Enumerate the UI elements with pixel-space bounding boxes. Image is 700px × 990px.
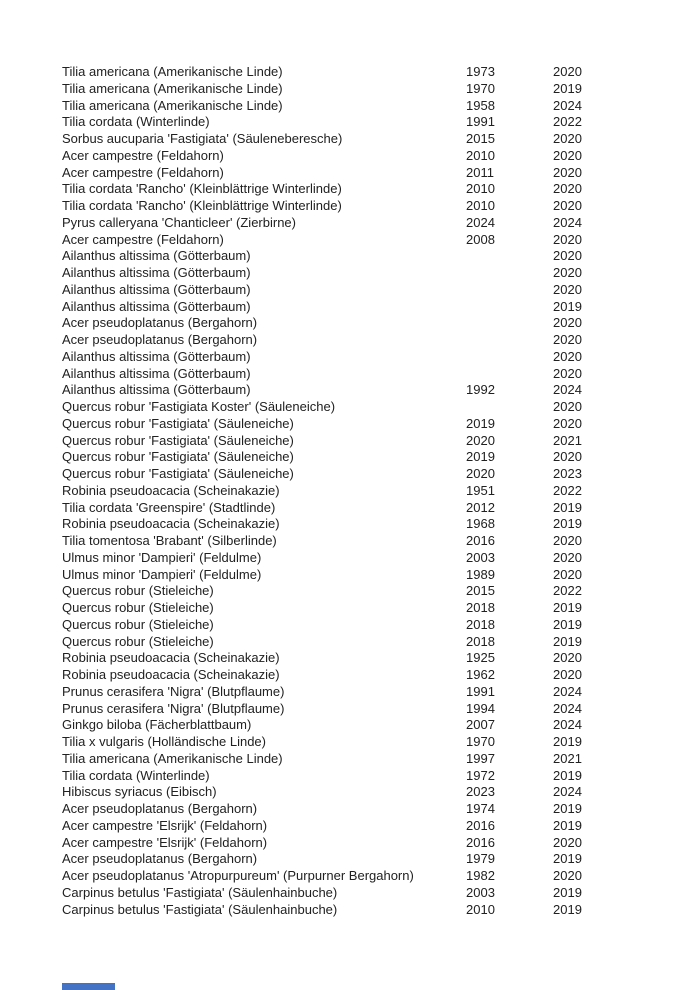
year-first xyxy=(466,366,553,383)
year-first: 2019 xyxy=(466,449,495,465)
species-name: Tilia cordata 'Rancho' (Kleinblättrige Winterlinde) xyxy=(62,181,342,197)
species-name: Prunus cerasifera 'Nigra' (Blutpflaume) xyxy=(62,700,285,716)
species-name: Acer campestre (Feldahorn) xyxy=(62,164,224,180)
table-row xyxy=(62,433,652,450)
year-second: 2020 xyxy=(553,248,582,264)
table-row xyxy=(62,516,652,533)
species-name: Sorbus aucuparia 'Fastigiata' (Säuleneberesche) xyxy=(62,131,343,146)
table-row xyxy=(62,165,652,182)
species-name: Acer pseudoplatanus (Bergahorn) xyxy=(62,851,258,867)
year-second: 2019 xyxy=(553,616,582,632)
species-name: Acer pseudoplatanus (Bergahorn) xyxy=(62,315,258,331)
species-name: Tilia x vulgaris (Holländische Linde) xyxy=(62,734,266,749)
species-name: Robinia pseudoacacia (Scheinakazie) xyxy=(62,482,280,498)
table-row xyxy=(62,583,652,600)
year-first: 2016 xyxy=(466,834,495,850)
year-second: 2019 xyxy=(553,600,582,615)
year-first: 1973 xyxy=(466,64,495,79)
table-row xyxy=(62,416,652,433)
year-first: 2011 xyxy=(466,164,494,180)
species-name: Ailanthus altissima (Götterbaum) xyxy=(62,348,251,364)
species-name: Acer campestre 'Elsrijk' (Feldahorn) xyxy=(62,817,268,833)
table-row xyxy=(62,902,652,919)
tree-list xyxy=(62,64,652,918)
year-second: 2020 xyxy=(553,265,582,280)
year-second: 2020 xyxy=(553,131,582,146)
table-row xyxy=(62,600,652,617)
table-row xyxy=(62,215,652,232)
table-row xyxy=(62,64,652,81)
table-row xyxy=(62,399,652,416)
year-first: 2015 xyxy=(466,131,495,146)
year-second: 2022 xyxy=(553,114,582,130)
table-row xyxy=(62,717,652,734)
species-name: Prunus cerasifera 'Nigra' (Blutpflaume) xyxy=(62,683,285,699)
year-second: 2020 xyxy=(553,365,582,381)
table-row xyxy=(62,533,652,550)
table-row xyxy=(62,567,652,584)
species-name: Robinia pseudoacacia (Scheinakazie) xyxy=(62,650,280,666)
species-name: Tilia cordata 'Rancho' (Kleinblättrige Winterlinde) xyxy=(62,198,342,213)
table-row xyxy=(62,801,652,818)
year-first: 2003 xyxy=(466,884,495,900)
year-second: 2019 xyxy=(553,901,582,917)
year-second: 2020 xyxy=(553,348,582,364)
year-second: 2019 xyxy=(553,767,582,783)
species-name: Ailanthus altissima (Götterbaum) xyxy=(62,298,251,314)
year-first: 1925 xyxy=(466,650,495,666)
year-first: 2010 xyxy=(466,198,495,213)
year-second: 2021 xyxy=(553,750,582,766)
year-second: 2023 xyxy=(553,466,582,481)
year-first: 2010 xyxy=(466,181,495,197)
year-first: 2019 xyxy=(466,415,495,431)
year-second: 2020 xyxy=(553,64,582,79)
year-second: 2020 xyxy=(553,399,582,414)
year-second: 2022 xyxy=(553,482,582,498)
year-first: 1970 xyxy=(466,734,495,749)
table-row xyxy=(62,248,652,265)
table-row xyxy=(62,500,652,517)
table-row xyxy=(62,818,652,835)
year-second: 2024 xyxy=(553,214,582,230)
year-second: 2020 xyxy=(553,147,582,163)
table-row xyxy=(62,483,652,500)
table-row xyxy=(62,466,652,483)
table-row xyxy=(62,634,652,651)
table-row xyxy=(62,131,652,148)
year-first: 1968 xyxy=(466,516,495,532)
year-second: 2024 xyxy=(553,700,582,716)
year-first: 2003 xyxy=(466,549,495,565)
year-first: 1991 xyxy=(466,683,495,699)
species-name: Robinia pseudoacacia (Scheinakazie) xyxy=(62,516,280,532)
year-first: 1989 xyxy=(466,566,495,582)
species-name: Quercus robur 'Fastigiata' (Säuleneiche) xyxy=(62,432,294,448)
year-second: 2020 xyxy=(553,164,582,180)
year-first: 2015 xyxy=(466,583,495,599)
year-second: 2024 xyxy=(553,683,582,699)
table-row xyxy=(62,332,652,349)
table-row xyxy=(62,299,652,316)
table-row xyxy=(62,684,652,701)
table-row xyxy=(62,148,652,165)
species-name: Ailanthus altissima (Götterbaum) xyxy=(62,265,251,280)
year-first: 2016 xyxy=(466,533,495,548)
year-second: 2020 xyxy=(553,415,582,431)
year-first: 2010 xyxy=(466,901,495,917)
species-name: Ulmus minor 'Dampieri' (Feldulme) xyxy=(62,549,262,565)
table-row xyxy=(62,181,652,198)
year-first: 2018 xyxy=(466,600,495,615)
species-name: Hibiscus syriacus (Eibisch) xyxy=(62,784,217,800)
year-first xyxy=(466,299,553,316)
species-name: Acer pseudoplatanus (Bergahorn) xyxy=(62,332,258,347)
year-second: 2019 xyxy=(553,884,582,900)
year-first: 2018 xyxy=(466,633,495,649)
year-second: 2020 xyxy=(553,449,582,465)
table-row xyxy=(62,315,652,332)
species-name: Acer pseudoplatanus (Bergahorn) xyxy=(62,801,258,816)
table-row xyxy=(62,784,652,801)
table-row xyxy=(62,265,652,282)
table-row xyxy=(62,198,652,215)
year-second: 2019 xyxy=(553,516,582,532)
year-second: 2020 xyxy=(553,281,582,297)
species-name: Quercus robur (Stieleiche) xyxy=(62,583,214,599)
partial-blue-footer-element[interactable] xyxy=(62,983,115,990)
species-name: Tilia americana (Amerikanische Linde) xyxy=(62,97,283,113)
year-first: 1962 xyxy=(466,667,495,682)
year-second: 2020 xyxy=(553,650,582,666)
year-second: 2020 xyxy=(553,198,582,213)
table-row xyxy=(62,349,652,366)
year-first xyxy=(466,332,553,349)
year-first: 1974 xyxy=(466,801,495,816)
year-second: 2020 xyxy=(553,533,582,548)
table-row xyxy=(62,282,652,299)
year-second: 2020 xyxy=(553,231,582,247)
year-first: 2024 xyxy=(466,214,495,230)
species-name: Tilia americana (Amerikanische Linde) xyxy=(62,80,283,96)
table-row xyxy=(62,232,652,249)
year-first: 1958 xyxy=(466,97,495,113)
table-row xyxy=(62,366,652,383)
year-first: 1982 xyxy=(466,868,495,883)
table-row xyxy=(62,851,652,868)
year-first: 2010 xyxy=(466,147,495,163)
year-first: 1951 xyxy=(466,482,495,498)
year-first xyxy=(466,349,553,366)
year-second: 2024 xyxy=(553,784,582,800)
table-row xyxy=(62,617,652,634)
species-name: Ailanthus altissima (Götterbaum) xyxy=(62,248,251,264)
year-second: 2019 xyxy=(553,633,582,649)
table-row xyxy=(62,382,652,399)
species-name: Tilia cordata (Winterlinde) xyxy=(62,767,210,783)
species-name: Tilia cordata 'Greenspire' (Stadtlinde) xyxy=(62,499,276,515)
year-second: 2022 xyxy=(553,583,582,599)
year-first: 2012 xyxy=(466,499,495,515)
species-name: Acer campestre 'Elsrijk' (Feldahorn) xyxy=(62,834,268,850)
species-name: Acer campestre (Feldahorn) xyxy=(62,147,224,163)
year-second: 2019 xyxy=(553,298,582,314)
table-row xyxy=(62,868,652,885)
table-row xyxy=(62,114,652,131)
year-second: 2019 xyxy=(553,817,582,833)
species-name: Acer pseudoplatanus 'Atropurpureum' (Purpurner Bergahorn) xyxy=(62,868,414,883)
species-name: Ulmus minor 'Dampieri' (Feldulme) xyxy=(62,566,262,582)
year-first: 1970 xyxy=(466,80,495,96)
species-name: Carpinus betulus 'Fastigiata' (Säulenhainbuche) xyxy=(62,884,338,900)
year-second: 2020 xyxy=(553,315,582,331)
year-first: 2016 xyxy=(466,817,495,833)
year-first xyxy=(466,399,553,416)
year-second: 2019 xyxy=(553,801,582,816)
species-name: Ailanthus altissima (Götterbaum) xyxy=(62,365,251,381)
year-first xyxy=(466,248,553,265)
table-row xyxy=(62,734,652,751)
year-first: 2023 xyxy=(466,784,495,800)
species-name: Quercus robur (Stieleiche) xyxy=(62,600,214,615)
year-first: 1972 xyxy=(466,767,495,783)
species-name: Tilia tomentosa 'Brabant' (Silberlinde) xyxy=(62,533,277,548)
species-name: Quercus robur 'Fastigiata' (Säuleneiche) xyxy=(62,449,294,465)
year-first: 2007 xyxy=(466,717,495,733)
table-row xyxy=(62,98,652,115)
year-second: 2020 xyxy=(553,834,582,850)
table-row xyxy=(62,701,652,718)
species-name: Quercus robur 'Fastigiata' (Säuleneiche) xyxy=(62,466,294,481)
year-first xyxy=(466,315,553,332)
table-row xyxy=(62,650,652,667)
table-row xyxy=(62,667,652,684)
table-row xyxy=(62,768,652,785)
species-name: Robinia pseudoacacia (Scheinakazie) xyxy=(62,667,280,682)
species-name: Quercus robur 'Fastigiata Koster' (Säuleneiche) xyxy=(62,399,336,414)
year-first: 2008 xyxy=(466,231,495,247)
year-second: 2020 xyxy=(553,667,582,682)
species-name: Quercus robur (Stieleiche) xyxy=(62,633,214,649)
species-name: Ginkgo biloba (Fächerblattbaum) xyxy=(62,717,252,733)
table-row xyxy=(62,81,652,98)
year-first: 1997 xyxy=(466,750,495,766)
year-first: 2020 xyxy=(466,466,495,481)
table-row xyxy=(62,449,652,466)
table-row xyxy=(62,751,652,768)
species-name: Tilia americana (Amerikanische Linde) xyxy=(62,64,283,79)
year-second: 2020 xyxy=(553,181,582,197)
year-first: 1994 xyxy=(466,700,495,716)
species-name: Carpinus betulus 'Fastigiata' (Säulenhainbuche) xyxy=(62,901,338,917)
year-second: 2024 xyxy=(553,382,582,398)
species-name: Tilia cordata (Winterlinde) xyxy=(62,114,210,130)
year-first xyxy=(466,282,553,299)
species-name: Ailanthus altissima (Götterbaum) xyxy=(62,382,251,398)
year-second: 2019 xyxy=(553,734,582,749)
year-second: 2019 xyxy=(553,499,582,515)
species-name: Quercus robur 'Fastigiata' (Säuleneiche) xyxy=(62,415,294,431)
year-second: 2024 xyxy=(553,717,582,733)
year-first: 1992 xyxy=(466,382,495,398)
year-second: 2020 xyxy=(553,549,582,565)
year-second: 2020 xyxy=(553,332,582,347)
year-first: 1979 xyxy=(466,851,495,867)
species-name: Ailanthus altissima (Götterbaum) xyxy=(62,281,251,297)
table-row xyxy=(62,835,652,852)
year-first xyxy=(466,265,553,282)
year-second: 2020 xyxy=(553,566,582,582)
year-second: 2024 xyxy=(553,97,582,113)
table-row xyxy=(62,550,652,567)
year-second: 2021 xyxy=(553,432,582,448)
table-row xyxy=(62,885,652,902)
species-name: Quercus robur (Stieleiche) xyxy=(62,616,214,632)
year-first: 1991 xyxy=(466,114,495,130)
species-name: Acer campestre (Feldahorn) xyxy=(62,231,224,247)
species-name: Tilia americana (Amerikanische Linde) xyxy=(62,750,283,766)
year-first: 2020 xyxy=(466,432,495,448)
species-name: Pyrus calleryana 'Chanticleer' (Zierbirne) xyxy=(62,214,296,230)
year-second: 2020 xyxy=(553,868,582,883)
year-second: 2019 xyxy=(553,80,582,96)
year-first: 2018 xyxy=(466,616,495,632)
year-second: 2019 xyxy=(553,851,582,867)
